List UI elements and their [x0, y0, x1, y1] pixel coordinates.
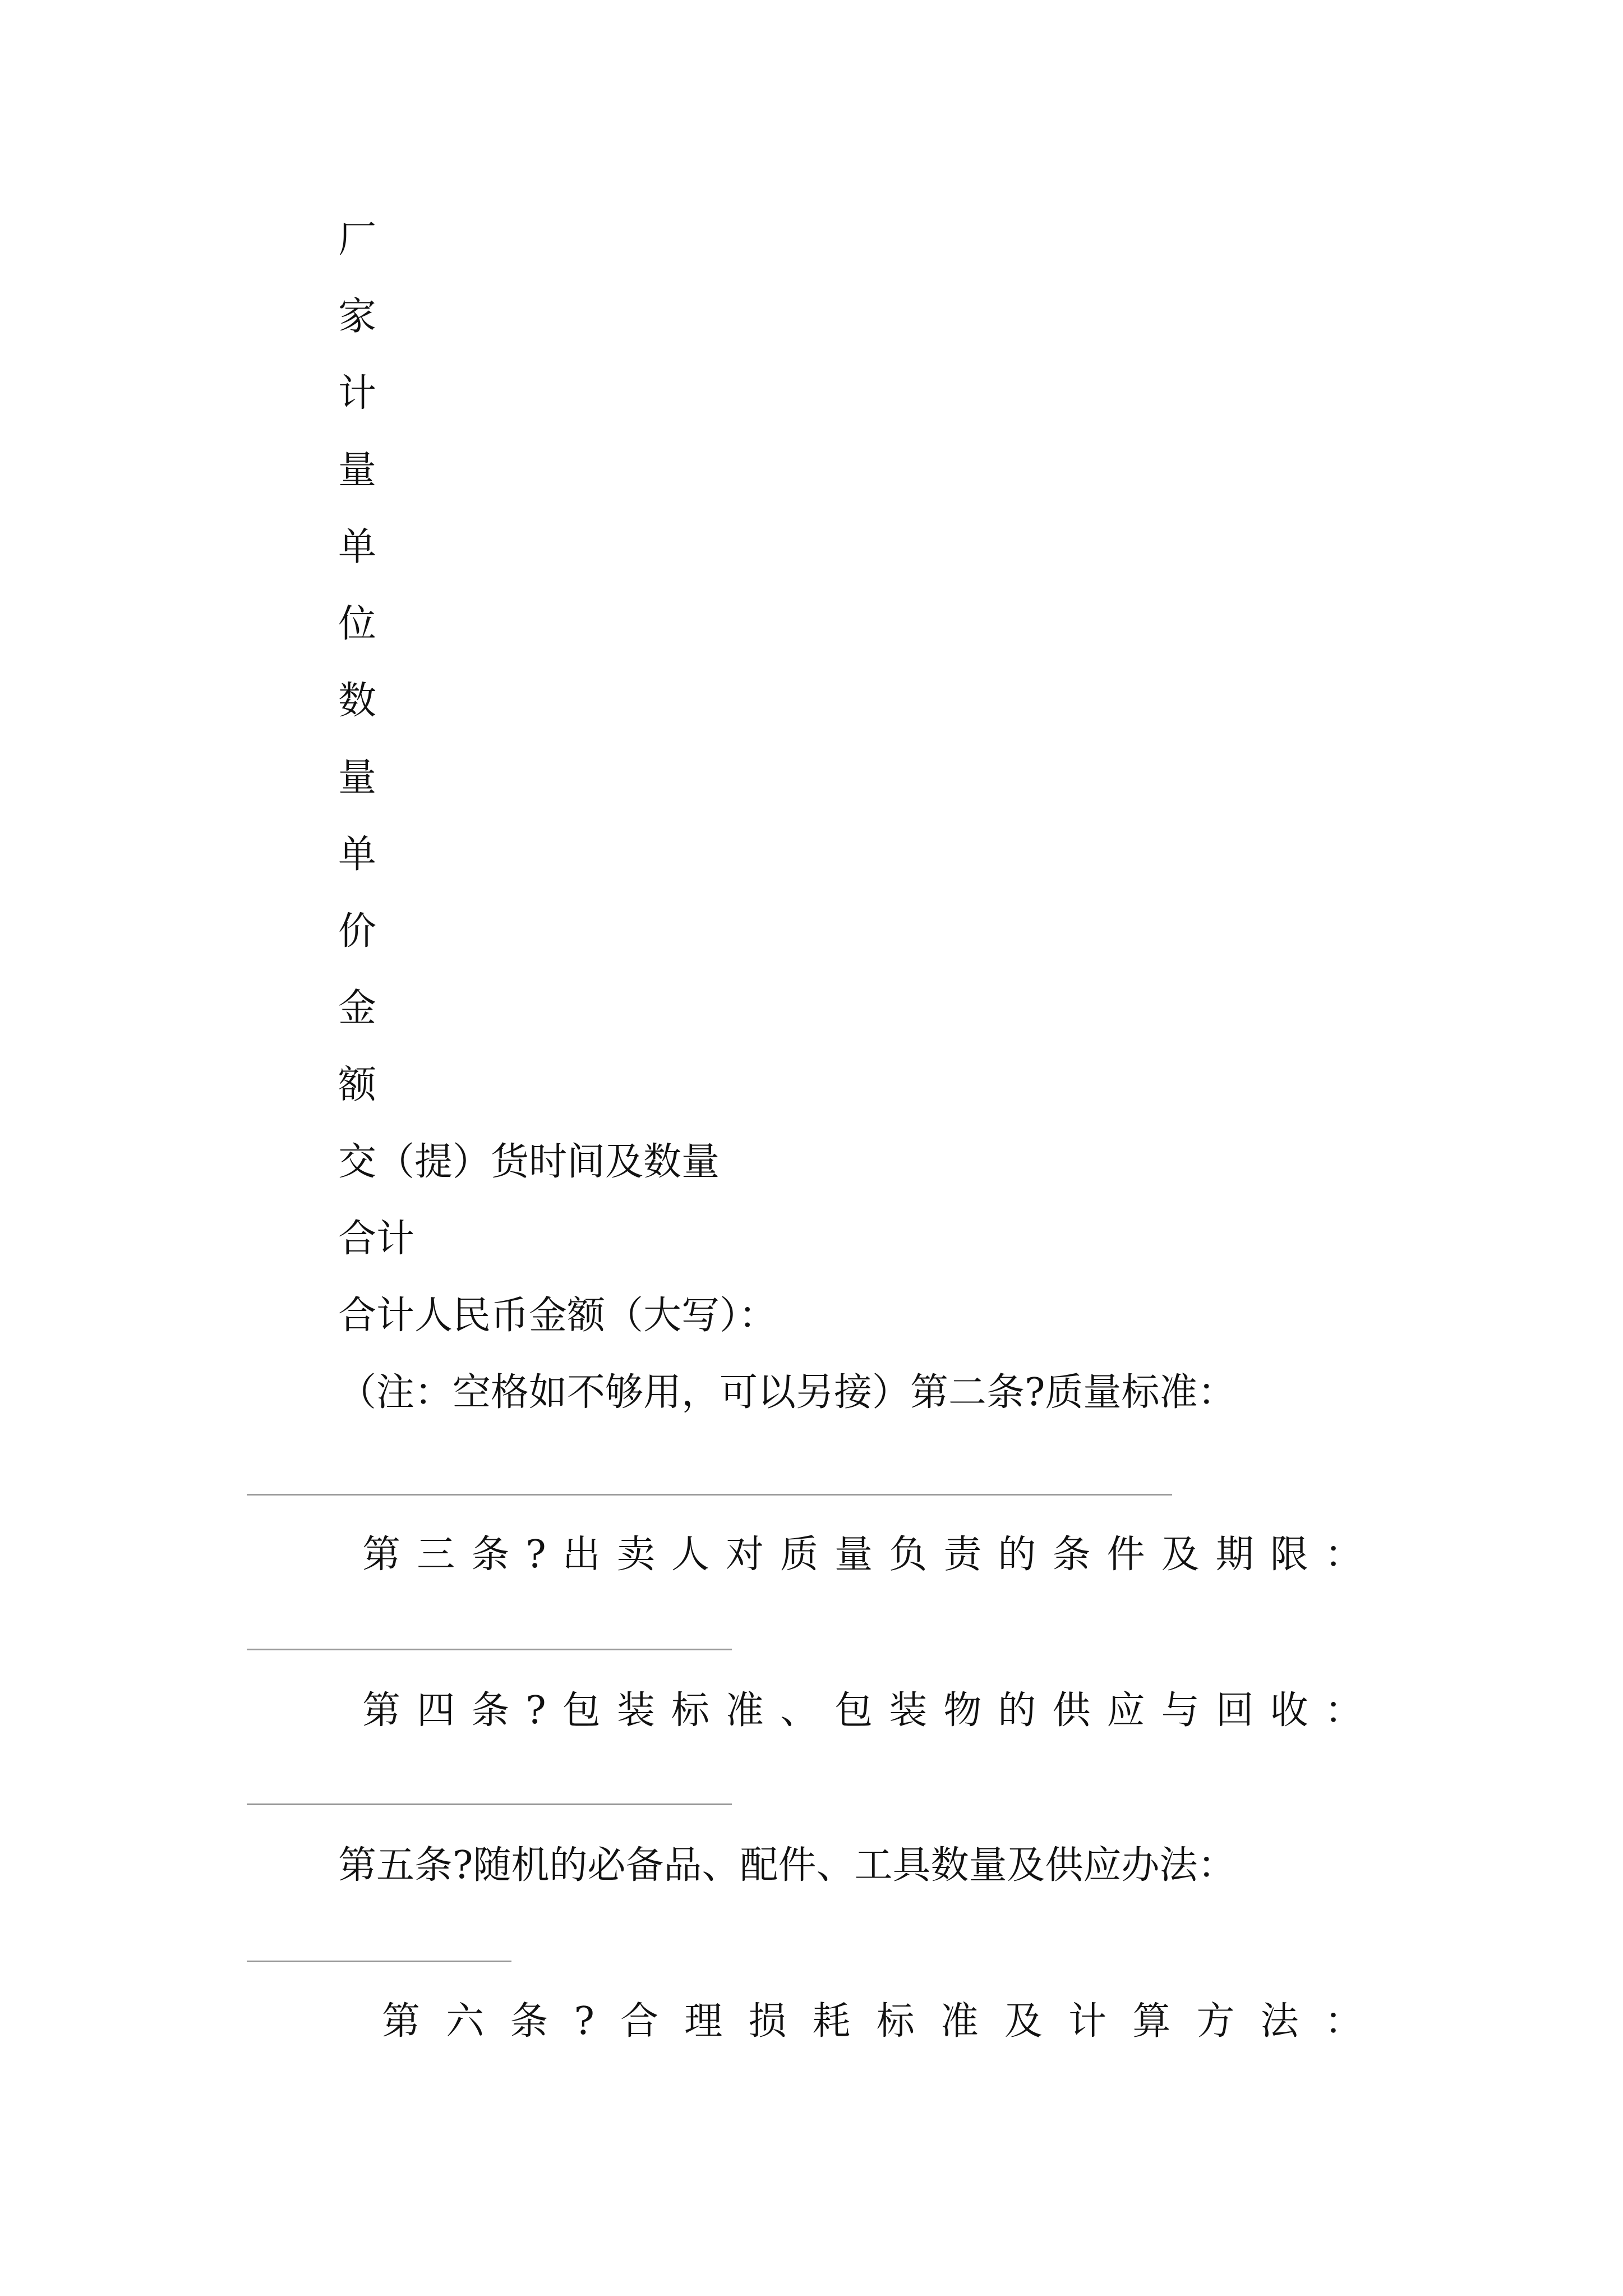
article-char: 装 [616, 1688, 655, 1733]
article-char: 六 [446, 1999, 485, 2044]
article-char: 及 [1004, 1999, 1043, 2044]
article-char: 标 [876, 1999, 915, 2044]
total-rmb-label: 合计人民币金额（大写）： [338, 1294, 777, 1338]
article-char: 量 [834, 1533, 873, 1577]
article-char: 收 [1270, 1688, 1308, 1733]
article-char: 损 [748, 1999, 787, 2044]
article-char: ： [1324, 1688, 1363, 1733]
column-label-8: 量 [338, 756, 377, 800]
column-label-5: 单 [338, 525, 377, 569]
article-char: 的 [998, 1688, 1036, 1733]
article-char: 条 [510, 1999, 548, 2044]
column-label-7: 数 [338, 679, 377, 723]
article-char: 与 [1161, 1688, 1200, 1733]
article-6 [382, 1999, 1363, 2044]
article-char: 第 [362, 1533, 401, 1577]
article-char: 期 [1215, 1533, 1254, 1577]
note-and-article-2: （注：空格如不够用，可以另接）第二条?质量标准： [338, 1370, 1236, 1415]
total-label: 合计 [338, 1217, 415, 1261]
article-char: 件 [1106, 1533, 1145, 1577]
article-char: 计 [1068, 1999, 1107, 2044]
article-char: ： [1324, 1999, 1363, 2044]
article-char: 回 [1215, 1688, 1254, 1733]
article-char: 理 [684, 1999, 723, 2044]
article-char: 物 [943, 1688, 982, 1733]
article-char: 条 [471, 1533, 510, 1577]
article-char: 及 [1161, 1533, 1200, 1577]
article-char: 人 [671, 1533, 709, 1577]
article-char: 限 [1270, 1533, 1308, 1577]
column-label-6: 位 [338, 602, 377, 646]
fill-in-line-article-4 [247, 1803, 732, 1805]
column-label-10: 价 [338, 909, 377, 954]
article-char: 第 [362, 1688, 401, 1733]
article-char: 对 [726, 1533, 764, 1577]
fill-in-line-article-5 [247, 1961, 511, 1962]
column-label-9: 单 [338, 832, 377, 877]
article-char: ： [1324, 1533, 1363, 1577]
article-char: ? [525, 1533, 546, 1577]
article-3 [362, 1533, 1363, 1577]
article-char: 卖 [616, 1533, 655, 1577]
article-char: 包 [834, 1688, 873, 1733]
column-label-4: 量 [338, 448, 377, 493]
article-char: 应 [1106, 1688, 1145, 1733]
delivery-label: 交（提）货时间及数量 [338, 1140, 720, 1184]
column-label-1: 厂 [338, 218, 377, 262]
article-char: 法 [1260, 1999, 1299, 2044]
article-char: 责 [943, 1533, 982, 1577]
article-char: 算 [1132, 1999, 1171, 2044]
article-4 [362, 1688, 1363, 1733]
article-char: 合 [620, 1999, 659, 2044]
article-char: 标 [671, 1688, 709, 1733]
article-char: 条 [471, 1688, 510, 1733]
article-char: 四 [417, 1688, 455, 1733]
article-char: 耗 [812, 1999, 851, 2044]
article-char: 装 [889, 1688, 928, 1733]
article-char: 包 [562, 1688, 601, 1733]
article-char: 供 [1052, 1688, 1091, 1733]
article-5: 第五条?随机的必备品、配件、工具数量及供应办法： [338, 1843, 1236, 1888]
fill-in-line-article-3 [247, 1649, 732, 1650]
article-char: ? [574, 1999, 594, 2044]
article-char: 、 [780, 1688, 819, 1733]
column-label-2: 家 [338, 295, 377, 339]
article-char: 三 [417, 1533, 455, 1577]
article-char: 准 [726, 1688, 764, 1733]
fill-in-line-article-2 [247, 1494, 1172, 1496]
article-char: 第 [382, 1999, 421, 2044]
column-label-12: 额 [338, 1063, 377, 1107]
article-char: 负 [889, 1533, 928, 1577]
article-char: 质 [780, 1533, 819, 1577]
article-char: 的 [998, 1533, 1036, 1577]
column-label-3: 计 [338, 371, 377, 416]
article-char: 出 [562, 1533, 601, 1577]
column-label-11: 金 [338, 986, 377, 1030]
article-char: 方 [1196, 1999, 1235, 2044]
article-char: 条 [1052, 1533, 1091, 1577]
article-char: ? [525, 1688, 546, 1733]
article-char: 准 [940, 1999, 979, 2044]
